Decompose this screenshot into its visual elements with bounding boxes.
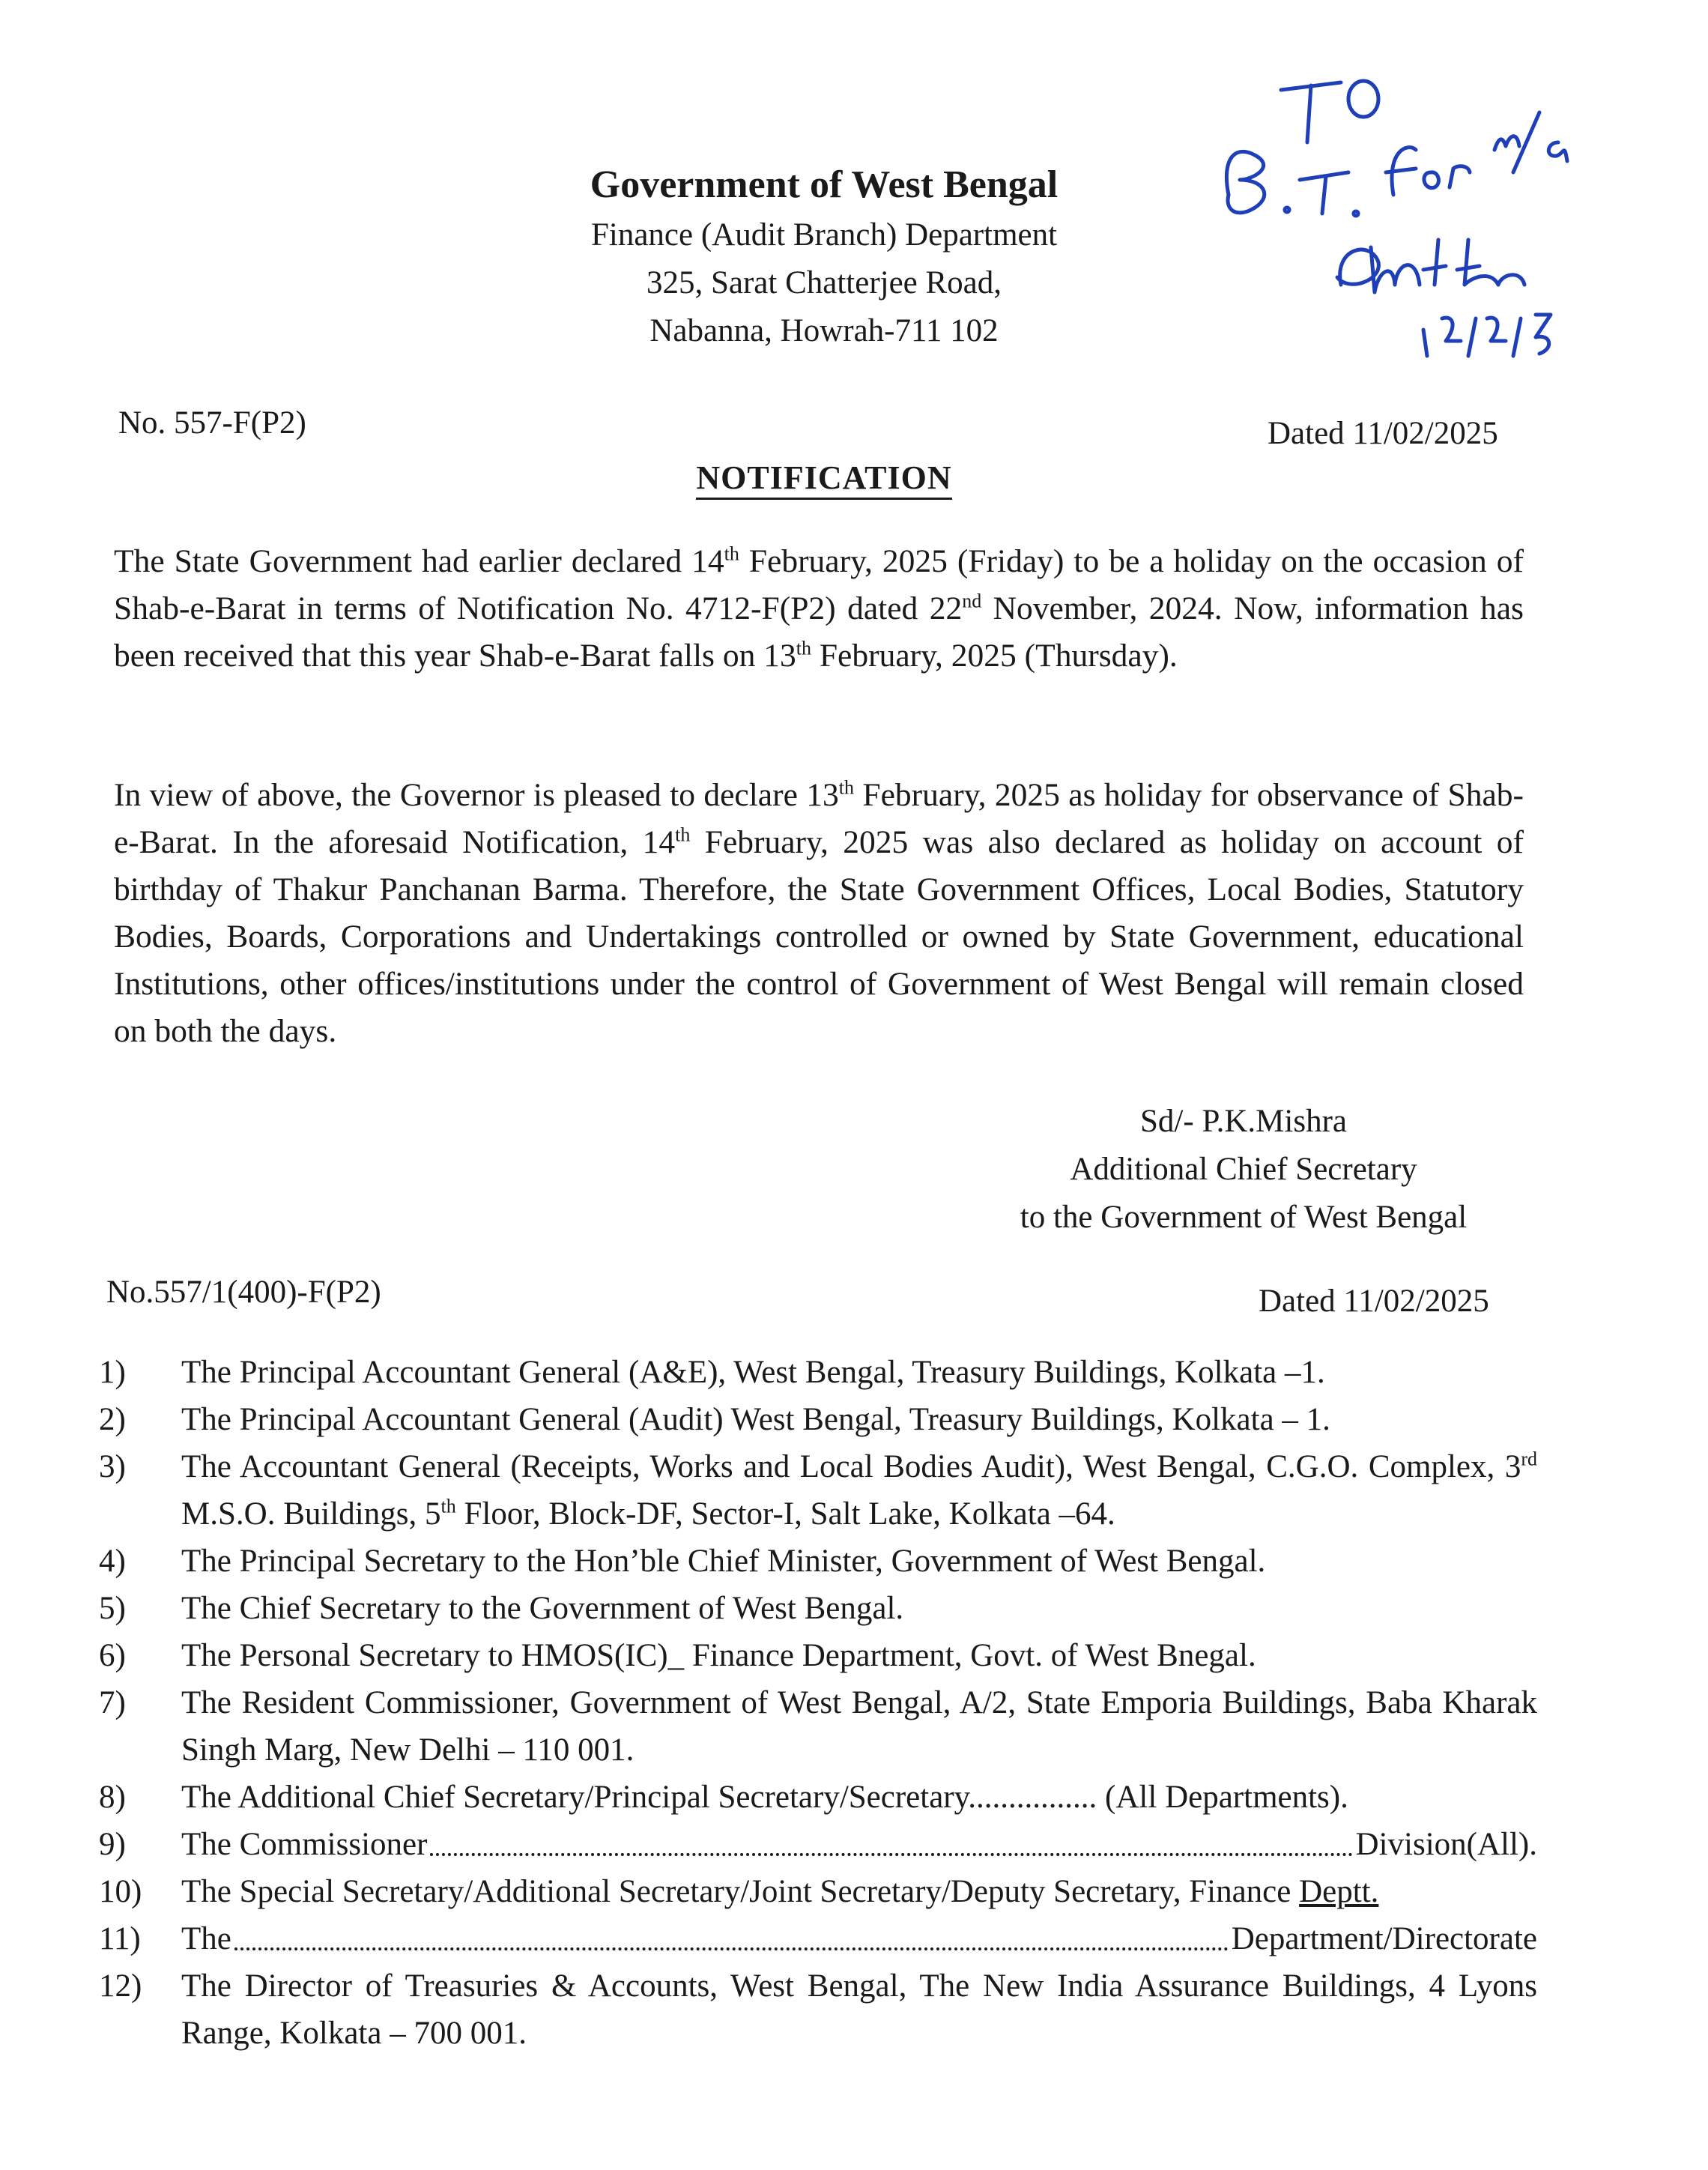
notification-title bbox=[0, 459, 1648, 497]
list-item-text: The Personal Secretary to HMOS(IC)_ Finance Department, Govt. of West Bnegal. bbox=[181, 1638, 1256, 1673]
memo-number: No.557/1(400)-F(P2) bbox=[106, 1275, 381, 1310]
list-item bbox=[99, 1915, 1537, 1962]
list-item-text: The Principal Accountant General (A&E), West Bengal, Treasury Buildings, Kolkata –1. bbox=[181, 1355, 1325, 1390]
list-item bbox=[99, 1868, 1537, 1915]
list-item-text: The Principal Accountant General (Audit) West Bengal, Treasury Buildings, Kolkata – 1. bbox=[181, 1402, 1330, 1437]
list-item-number: 1) bbox=[99, 1355, 126, 1390]
paragraph-1 bbox=[114, 538, 1524, 680]
list-item-number: 2) bbox=[99, 1402, 126, 1437]
list-item-number: 3) bbox=[99, 1449, 126, 1484]
item3-text-3: Floor, Block-DF, Sector-I, Salt Lake, Kolkata –64. bbox=[455, 1496, 1115, 1532]
item3-text-2: M.S.O. Buildings, 5 bbox=[181, 1496, 441, 1532]
item9-left-text: The Commissioner bbox=[181, 1827, 428, 1862]
list-item-number: 11) bbox=[99, 1921, 141, 1956]
para2-text-2: February, 2025 as holiday for observance of Shab-e-Barat. In the aforesaid Notification, 14 bbox=[114, 777, 1524, 860]
handwriting-image bbox=[1199, 60, 1618, 360]
list-item-number: 6) bbox=[99, 1638, 126, 1673]
signatory-name: Sd/- P.K.Mishra bbox=[1140, 1104, 1347, 1139]
list-item bbox=[99, 1396, 1537, 1443]
para1-text-4: February, 2025 (Thursday). bbox=[811, 638, 1178, 674]
list-item bbox=[99, 1679, 1537, 1774]
address-line-1: 325, Sarat Chatterjee Road, bbox=[646, 265, 1002, 300]
list-item-text bbox=[181, 1915, 1537, 1962]
para1-text-2: February, 2025 (Friday) to be a holiday on the occasion of Shab-e-Barat in terms of Notification No. 4712-F(P2) dated 22 bbox=[114, 543, 1524, 626]
list-item-number: 12) bbox=[99, 1968, 142, 2004]
notification-title-text: NOTIFICATION bbox=[696, 459, 951, 500]
signature-block bbox=[929, 1098, 1558, 1242]
notification-number: No. 557-F(P2) bbox=[118, 405, 306, 441]
list-item-text bbox=[181, 1868, 1537, 1915]
list-item-text: The Director of Treasuries & Accounts, West Bengal, The New India Assurance Buildings, 4 Lyons Range, Kolkata – 700 001. bbox=[181, 1968, 1537, 2051]
dotted-leader bbox=[234, 1915, 1229, 1950]
para1-sup-3: th bbox=[796, 637, 811, 659]
para1-sup-2: nd bbox=[962, 590, 982, 612]
signatory-office: to the Government of West Bengal bbox=[1020, 1200, 1468, 1235]
list-item bbox=[99, 1349, 1537, 1396]
list-item-number: 4) bbox=[99, 1544, 126, 1579]
para1-sup-1: th bbox=[724, 542, 739, 565]
list-item bbox=[99, 1774, 1537, 1821]
distribution-list bbox=[99, 1349, 1537, 2057]
list-item-number: 5) bbox=[99, 1591, 126, 1626]
list-item bbox=[99, 1585, 1537, 1632]
list-item bbox=[99, 1443, 1537, 1538]
notification-date: Dated 11/02/2025 bbox=[1268, 416, 1498, 451]
list-item bbox=[99, 1962, 1537, 2057]
item11-right-text: Department/Directorate bbox=[1231, 1921, 1537, 1956]
list-item bbox=[99, 1632, 1537, 1679]
item3-sup-2: th bbox=[440, 1495, 456, 1517]
para2-text-3: February, 2025 was also declared as holiday on account of birthday of Thakur Panchanan Barma. Therefore, the State Government Offices, Local Bodies, Statutory Bodies, Boards, Corporations and Undertakings controlled or owned by State Government, educational Institutions, other offices/institutions under the control of Government of West Bengal will remain closed on both the days. bbox=[114, 824, 1524, 1049]
list-item-number: 10) bbox=[99, 1874, 142, 1909]
para1-text-1: The State Government had earlier declared 14 bbox=[114, 543, 724, 579]
letterhead bbox=[479, 159, 1169, 355]
item9-right-text: Division(All). bbox=[1355, 1827, 1537, 1862]
government-name: Government of West Bengal bbox=[590, 163, 1059, 206]
item10-underlined-text: Deptt. bbox=[1299, 1874, 1379, 1909]
item10-text: The Special Secretary/Additional Secretary/Joint Secretary/Deputy Secretary, Finance bbox=[181, 1874, 1300, 1909]
list-item-text: The Principal Secretary to the Hon’ble Chief Minister, Government of West Bengal. bbox=[181, 1544, 1266, 1579]
para2-text-1: In view of above, the Governor is pleased to declare 13 bbox=[114, 777, 839, 813]
list-item-text: The Chief Secretary to the Government of West Bengal. bbox=[181, 1591, 904, 1626]
list-item bbox=[99, 1538, 1537, 1585]
handwritten-annotation bbox=[1199, 60, 1618, 360]
list-item bbox=[99, 1821, 1537, 1868]
signatory-designation: Additional Chief Secretary bbox=[1070, 1152, 1417, 1187]
list-item-text: The Additional Chief Secretary/Principal Secretary/Secretary................ (All Departments). bbox=[181, 1780, 1348, 1815]
paragraph-2 bbox=[114, 772, 1524, 1055]
para1-text-3: November, 2024. Now, information has been received that this year Shab-e-Barat falls on 13 bbox=[114, 590, 1524, 674]
address-line-2: Nabanna, Howrah-711 102 bbox=[649, 313, 999, 348]
item3-text-1: The Accountant General (Receipts, Works and Local Bodies Audit), West Bengal, C.G.O. Complex, 3 bbox=[181, 1449, 1521, 1484]
list-item-number: 9) bbox=[99, 1827, 126, 1862]
list-item-text bbox=[181, 1443, 1537, 1538]
list-item-number: 7) bbox=[99, 1685, 126, 1720]
list-item-text bbox=[181, 1821, 1537, 1868]
list-item-text: The Resident Commissioner, Government of West Bengal, A/2, State Emporia Buildings, Baba Kharak Singh Marg, New Delhi – 110 001. bbox=[181, 1685, 1537, 1768]
list-item-number: 8) bbox=[99, 1780, 126, 1815]
item3-sup-1: rd bbox=[1521, 1448, 1537, 1470]
para2-sup-2: th bbox=[675, 823, 691, 846]
item11-left-text: The bbox=[181, 1921, 231, 1956]
dotted-leader bbox=[430, 1821, 1352, 1856]
para2-sup-1: th bbox=[838, 776, 855, 799]
memo-date: Dated 11/02/2025 bbox=[1259, 1284, 1489, 1319]
department-name: Finance (Audit Branch) Department bbox=[590, 217, 1058, 253]
